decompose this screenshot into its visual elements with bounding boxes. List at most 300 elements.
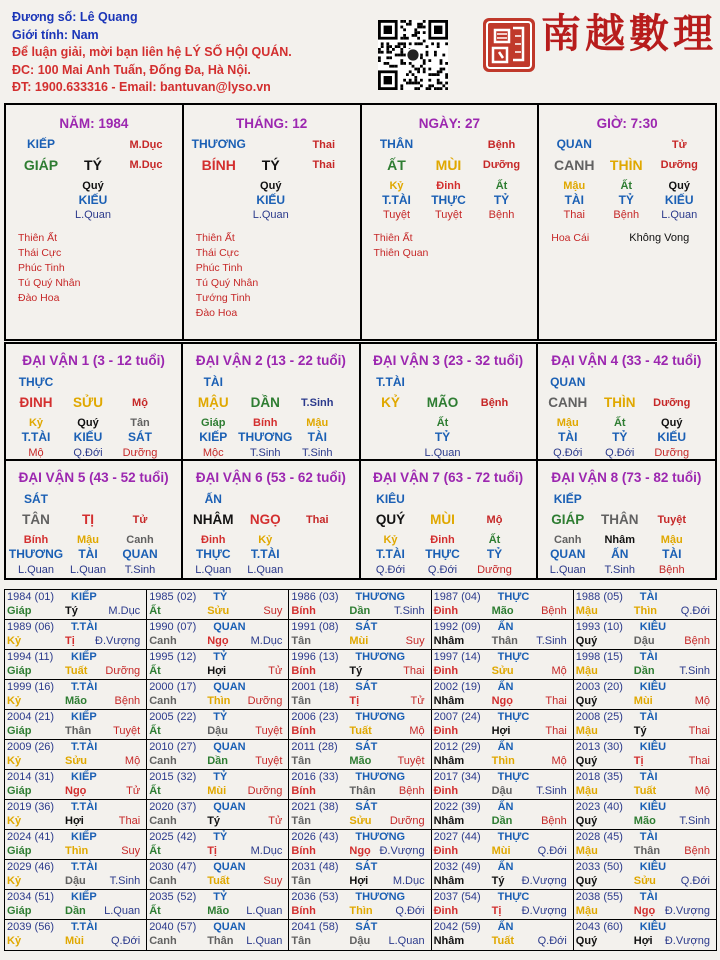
year-ten-god: THƯƠNG bbox=[355, 771, 406, 783]
hidden-stem: Đinh bbox=[436, 180, 461, 192]
hidden-state: Dưỡng bbox=[477, 564, 512, 576]
year-label: 2029 (46) bbox=[7, 861, 55, 873]
year-stem: Quý bbox=[575, 755, 598, 767]
year-branch: Sửu bbox=[207, 605, 230, 617]
qr-code-icon[interactable] bbox=[378, 20, 448, 90]
year-label: 2013 (30) bbox=[575, 741, 623, 753]
year-label: 2032 (49) bbox=[433, 861, 481, 873]
year-ten-god: THƯƠNG bbox=[355, 891, 406, 903]
year-branch: Hợi bbox=[349, 875, 369, 887]
year-stem: Bính bbox=[291, 785, 316, 797]
year-branch: Thìn bbox=[65, 845, 89, 857]
year-label: 2011 (28) bbox=[291, 741, 338, 753]
four-pillars-panel bbox=[4, 103, 717, 341]
hidden-ten-god: TÀI bbox=[662, 547, 682, 561]
year-ten-god: QUAN bbox=[213, 921, 246, 933]
year-stem: Nhâm bbox=[433, 695, 465, 707]
year-cell bbox=[289, 890, 431, 920]
year-cell bbox=[432, 800, 574, 830]
year-ten-god: ẤN bbox=[497, 681, 514, 693]
year-label: 2014 (31) bbox=[7, 771, 55, 783]
star-item: Tướng Tinh bbox=[195, 292, 251, 304]
hidden-stem: Kỷ bbox=[383, 534, 398, 546]
year-ten-god: THỰC bbox=[497, 771, 530, 783]
year-ten-god: TỶ bbox=[213, 831, 228, 843]
year-cell bbox=[574, 920, 716, 950]
heavenly-stem: CANH bbox=[554, 157, 595, 173]
year-branch: Dậu bbox=[491, 785, 513, 797]
year-ten-god: KIÊU bbox=[639, 801, 667, 813]
hidden-ten-god: KIẾU bbox=[78, 193, 108, 207]
year-branch: Mùi bbox=[491, 845, 511, 857]
year-ten-god: KIẾP bbox=[71, 651, 97, 663]
earthly-branch: THÂN bbox=[601, 512, 639, 527]
year-ten-god: KIẾP bbox=[71, 711, 97, 723]
year-ten-god: SÁT bbox=[355, 921, 378, 933]
heavenly-stem: BÍNH bbox=[201, 157, 236, 173]
hidden-state: Q.Đới bbox=[553, 447, 583, 459]
year-stem: Tân bbox=[291, 695, 311, 707]
year-stem: Bính bbox=[291, 725, 316, 737]
year-cell bbox=[147, 830, 289, 860]
year-cell bbox=[574, 740, 716, 770]
year-label: 2037 (54) bbox=[433, 891, 481, 903]
year-stem: Kỷ bbox=[7, 875, 22, 887]
dai-van-title: ĐẠI VẬN 7 (63 - 72 tuổi) bbox=[373, 470, 524, 485]
year-cell bbox=[5, 830, 147, 860]
year-branch: Tý bbox=[65, 605, 78, 617]
hidden-state: L.Quan bbox=[74, 209, 112, 221]
hidden-state: T.Sinh bbox=[301, 447, 333, 459]
ten-god-label: KIÊU bbox=[376, 492, 405, 506]
year-stem: Mậu bbox=[575, 905, 598, 917]
year-label: 2042 (59) bbox=[433, 921, 481, 933]
hidden-state: Mộc bbox=[202, 447, 224, 459]
hidden-state: L.Quan bbox=[549, 564, 586, 576]
year-state: M.Dục bbox=[392, 875, 425, 887]
year-ten-god: TỶ bbox=[213, 651, 228, 663]
earthly-branch: DẦN bbox=[250, 395, 280, 410]
year-state: Mộ bbox=[551, 755, 567, 767]
year-label: 2009 (26) bbox=[7, 741, 55, 753]
hidden-state: L.Quan bbox=[252, 209, 289, 221]
year-state: M.Dục bbox=[108, 605, 141, 617]
dai-van-title: ĐẠI VẬN 1 (3 - 12 tuổi) bbox=[22, 353, 165, 368]
year-state: Đ.Vượng bbox=[379, 845, 425, 857]
year-branch: Thìn bbox=[349, 905, 373, 917]
year-stem: Nhâm bbox=[433, 935, 465, 947]
year-ten-god: TÀI bbox=[639, 771, 658, 783]
year-state: Mộ bbox=[409, 725, 425, 737]
year-stem: Tân bbox=[291, 755, 311, 767]
year-ten-god: THỰC bbox=[497, 591, 530, 603]
star-item: Phúc Tinh bbox=[195, 262, 243, 274]
year-cell bbox=[147, 890, 289, 920]
branch-state: Mộ bbox=[486, 514, 503, 526]
branch-state: Dưỡng bbox=[482, 159, 521, 171]
year-ten-god: SÁT bbox=[355, 861, 378, 873]
hidden-ten-god: QUAN bbox=[122, 547, 158, 561]
star-extra: Không Vong bbox=[629, 232, 690, 244]
year-cell bbox=[289, 620, 431, 650]
year-branch: Thìn bbox=[633, 605, 658, 617]
hidden-ten-god: THƯƠNG bbox=[8, 547, 64, 561]
year-stem: Bính bbox=[291, 845, 316, 857]
hidden-ten-god: ẤN bbox=[611, 547, 629, 561]
year-state: Dưỡng bbox=[247, 785, 283, 797]
year-branch: Tý bbox=[207, 815, 221, 827]
year-cell bbox=[5, 590, 147, 620]
year-state: Mộ bbox=[694, 785, 710, 797]
year-stem: Nhâm bbox=[433, 635, 465, 647]
year-label: 1995 (12) bbox=[149, 651, 197, 663]
year-branch: Sửu bbox=[349, 815, 372, 827]
year-state: Đ.Vượng bbox=[95, 635, 141, 647]
year-branch: Mùi bbox=[349, 635, 369, 647]
year-ten-god: TỶ bbox=[213, 771, 228, 783]
year-label: 1984 (01) bbox=[7, 591, 55, 603]
year-ten-god: THƯƠNG bbox=[355, 651, 406, 663]
star-item: Thiên Ất bbox=[18, 232, 58, 244]
earthly-branch: MÙI bbox=[435, 157, 462, 173]
hidden-ten-god: THỰC bbox=[425, 547, 460, 561]
hidden-ten-god: KIẾU bbox=[657, 430, 687, 444]
year-label: 2039 (56) bbox=[7, 921, 55, 933]
hidden-state: Dưỡng bbox=[122, 447, 158, 459]
year-cell bbox=[289, 800, 431, 830]
branch-state: M.Dục bbox=[129, 159, 163, 171]
dai-van-title: ĐẠI VẬN 6 (53 - 62 tuổi) bbox=[195, 470, 346, 485]
year-cell bbox=[5, 890, 147, 920]
year-ten-god: THƯƠNG bbox=[355, 831, 406, 843]
year-branch: Ngọ bbox=[65, 785, 87, 797]
hidden-state: T.Sinh bbox=[604, 564, 636, 576]
year-cell bbox=[147, 920, 289, 950]
hidden-state: Q.Đới bbox=[427, 564, 458, 576]
hidden-state: L.Quan bbox=[424, 447, 461, 459]
hidden-stem: Nhâm bbox=[604, 534, 636, 546]
year-stem: Quý bbox=[575, 695, 598, 707]
year-ten-god: SÁT bbox=[355, 801, 378, 813]
year-stem: Đinh bbox=[433, 905, 459, 917]
heavenly-stem: GIÁP bbox=[551, 512, 585, 527]
year-label: 2007 (24) bbox=[433, 711, 481, 723]
year-branch: Ngọ bbox=[491, 695, 513, 707]
star-item: Hoa Cái bbox=[551, 232, 590, 244]
year-state: T.Sinh bbox=[536, 635, 567, 647]
year-stem: Nhâm bbox=[433, 875, 465, 887]
year-state: Q.Đới bbox=[537, 845, 567, 857]
year-branch: Tuất bbox=[349, 725, 372, 737]
year-label: 2030 (47) bbox=[149, 861, 197, 873]
year-state: Bệnh bbox=[398, 785, 425, 797]
year-label: 2024 (41) bbox=[7, 831, 55, 843]
hidden-stem: Kỷ bbox=[389, 180, 404, 192]
heavenly-stem: MẬU bbox=[197, 395, 229, 410]
year-state: L.Quan bbox=[246, 935, 283, 947]
year-cell bbox=[289, 590, 431, 620]
hidden-state: T.Sinh bbox=[249, 447, 281, 459]
hidden-stem: Quý bbox=[82, 180, 104, 192]
star-item: Thái Cực bbox=[195, 247, 239, 259]
hidden-stem: Quý bbox=[661, 417, 683, 429]
year-state: M.Dục bbox=[250, 635, 283, 647]
star-item: Đào Hoa bbox=[195, 307, 238, 319]
star-item: Phúc Tinh bbox=[18, 262, 65, 274]
branch-state: Tử bbox=[132, 514, 148, 526]
year-label: 2019 (36) bbox=[7, 801, 55, 813]
year-state: Suy bbox=[121, 845, 141, 857]
year-state: Bệnh bbox=[541, 605, 567, 617]
year-cell bbox=[432, 830, 574, 860]
year-branch: Hợi bbox=[491, 725, 511, 737]
heavenly-stem: TÂN bbox=[22, 512, 50, 527]
year-stem: Đinh bbox=[433, 665, 459, 677]
hidden-state: L.Quan bbox=[69, 564, 107, 576]
year-cell bbox=[574, 830, 716, 860]
year-stem: Canh bbox=[149, 635, 177, 647]
year-branch: Tý bbox=[633, 725, 647, 737]
year-ten-god: TỶ bbox=[213, 591, 228, 603]
year-stem: Canh bbox=[149, 935, 177, 947]
year-state: Đ.Vượng bbox=[521, 905, 567, 917]
year-branch: Tị bbox=[207, 845, 217, 857]
year-stem: Mậu bbox=[575, 785, 598, 797]
hidden-state: L.Quan bbox=[17, 564, 55, 576]
year-ten-god: THỰC bbox=[497, 651, 530, 663]
hidden-stem: Mậu bbox=[556, 417, 579, 429]
hidden-state: Dưỡng bbox=[654, 447, 690, 459]
year-ten-god: TÀI bbox=[639, 891, 658, 903]
year-state: Tuyệt bbox=[397, 755, 425, 767]
dai-van-panel bbox=[4, 342, 717, 580]
year-ten-god: ẤN bbox=[497, 621, 514, 633]
year-label: 2005 (22) bbox=[149, 711, 197, 723]
year-cell bbox=[147, 620, 289, 650]
hidden-stem: Mậu bbox=[563, 180, 586, 192]
year-label: 2006 (23) bbox=[291, 711, 339, 723]
earthly-branch: MÃO bbox=[426, 395, 459, 410]
ten-god-label: T.TÀI bbox=[376, 375, 405, 389]
header-line: ĐC: 100 Mai Anh Tuấn, Đống Đa, Hà Nội. bbox=[12, 62, 251, 77]
hidden-stem: Quý bbox=[77, 417, 99, 429]
branch-state: Dưỡng bbox=[653, 397, 691, 409]
year-stem: Quý bbox=[575, 875, 598, 887]
hidden-ten-god: QUAN bbox=[550, 547, 586, 561]
hidden-stem: Đinh bbox=[430, 534, 455, 546]
hidden-stem: Kỷ bbox=[28, 417, 44, 429]
dai-van-title: ĐẠI VẬN 4 (33 - 42 tuổi) bbox=[551, 353, 702, 368]
year-state: Suy bbox=[263, 605, 283, 617]
hidden-stem: Ất bbox=[613, 417, 626, 429]
year-stem: Giáp bbox=[7, 665, 32, 677]
year-branch: Dậu bbox=[207, 725, 228, 737]
year-branch: Mùi bbox=[633, 695, 653, 707]
year-cell bbox=[289, 920, 431, 950]
year-stem: Đinh bbox=[433, 845, 459, 857]
year-ten-god: QUAN bbox=[213, 861, 246, 873]
year-label: 1991 (08) bbox=[291, 621, 339, 633]
year-state: Tuyệt bbox=[113, 725, 141, 737]
luu-nien-table bbox=[4, 589, 717, 951]
hidden-ten-god: T.TÀI bbox=[382, 193, 411, 207]
year-state: Mộ bbox=[551, 665, 567, 677]
year-ten-god: T.TÀI bbox=[71, 921, 98, 933]
year-ten-god: THỰC bbox=[497, 891, 530, 903]
year-state: Bệnh bbox=[684, 845, 710, 857]
heavenly-stem: KỶ bbox=[381, 395, 400, 410]
year-cell bbox=[574, 590, 716, 620]
year-label: 2010 (27) bbox=[149, 741, 197, 753]
year-ten-god: T.TÀI bbox=[71, 801, 98, 813]
year-state: Thai bbox=[545, 695, 567, 707]
dai-van-7 bbox=[361, 461, 538, 578]
hidden-state: Bệnh bbox=[613, 209, 640, 221]
hidden-stem: Canh bbox=[126, 534, 154, 546]
year-stem: Tân bbox=[291, 635, 311, 647]
year-ten-god: TÀI bbox=[639, 711, 658, 723]
header-line: ĐT: 1900.633316 - Email: bantuvan@lyso.vn bbox=[12, 80, 271, 94]
year-ten-god: SÁT bbox=[355, 621, 378, 633]
year-label: 2026 (43) bbox=[291, 831, 339, 843]
year-state: Thai bbox=[688, 755, 710, 767]
year-label: 1986 (03) bbox=[291, 591, 339, 603]
year-cell bbox=[5, 680, 147, 710]
year-state: Suy bbox=[263, 875, 283, 887]
year-state: Thai bbox=[545, 725, 567, 737]
hidden-ten-god: TÀI bbox=[78, 547, 98, 561]
hidden-state: Mộ bbox=[28, 447, 44, 459]
dai-van-title: ĐẠI VẬN 8 (73 - 82 tuổi) bbox=[551, 470, 702, 485]
year-ten-god: SÁT bbox=[355, 681, 378, 693]
year-cell bbox=[5, 920, 147, 950]
year-ten-god: KIẾP bbox=[71, 891, 97, 903]
year-stem: Bính bbox=[291, 665, 316, 677]
year-state: Tử bbox=[126, 785, 141, 797]
year-cell bbox=[574, 890, 716, 920]
year-branch: Dần bbox=[491, 815, 513, 827]
year-branch: Hợi bbox=[207, 665, 227, 677]
ten-god-label: KIẾP bbox=[553, 492, 582, 506]
heavenly-stem: NHÂM bbox=[193, 512, 234, 527]
hidden-stem: Ất bbox=[620, 180, 633, 192]
hidden-ten-god: T.TÀI bbox=[21, 430, 51, 444]
earthly-branch: NGỌ bbox=[249, 512, 281, 527]
year-branch: Mão bbox=[349, 755, 372, 767]
year-ten-god: T.TÀI bbox=[71, 621, 98, 633]
year-stem: Đinh bbox=[433, 605, 459, 617]
year-state: Thai bbox=[688, 725, 710, 737]
hidden-state: L.Quan bbox=[661, 209, 698, 221]
year-cell bbox=[147, 860, 289, 890]
year-cell bbox=[5, 800, 147, 830]
pillar-title: GIỜ: 7:30 bbox=[596, 116, 658, 131]
year-branch: Thân bbox=[207, 935, 234, 947]
year-branch: Hợi bbox=[633, 935, 653, 947]
year-state: Bệnh bbox=[684, 635, 710, 647]
year-state: Q.Đới bbox=[110, 935, 141, 947]
year-stem: Quý bbox=[575, 635, 598, 647]
year-cell bbox=[432, 740, 574, 770]
hidden-ten-god: KIẾU bbox=[664, 193, 694, 207]
year-branch: Sửu bbox=[491, 665, 514, 677]
earthly-branch: TÝ bbox=[84, 157, 102, 173]
year-label: 1987 (04) bbox=[433, 591, 481, 603]
year-label: 2041 (58) bbox=[291, 921, 339, 933]
year-stem: Canh bbox=[149, 695, 177, 707]
year-branch: Hợi bbox=[65, 815, 84, 827]
pillar-title: NĂM: 1984 bbox=[59, 116, 129, 131]
hidden-ten-god: TÀI bbox=[564, 193, 584, 207]
year-branch: Dần bbox=[633, 665, 655, 677]
year-state: Tuyệt bbox=[255, 755, 283, 767]
year-ten-god: T.TÀI bbox=[71, 741, 98, 753]
year-label: 2003 (20) bbox=[575, 681, 623, 693]
year-ten-god: KIẾP bbox=[71, 831, 97, 843]
hidden-ten-god: SÁT bbox=[128, 430, 152, 444]
year-label: 2017 (34) bbox=[433, 771, 481, 783]
year-branch: Ngọ bbox=[349, 845, 371, 857]
hidden-ten-god: KIẾU bbox=[73, 430, 103, 444]
year-cell bbox=[574, 680, 716, 710]
year-branch: Thìn bbox=[491, 755, 515, 767]
year-label: 2022 (39) bbox=[433, 801, 481, 813]
year-cell bbox=[5, 740, 147, 770]
year-state: Mộ bbox=[124, 755, 141, 767]
branch-state: Tuyệt bbox=[657, 514, 687, 526]
year-label: 2043 (60) bbox=[575, 921, 623, 933]
year-state: Tử bbox=[410, 695, 425, 707]
year-cell bbox=[289, 830, 431, 860]
year-ten-god: ẤN bbox=[497, 921, 514, 933]
header-line: Để luận giải, mời bạn liên hệ LÝ SỐ HỘI QUÁN. bbox=[12, 45, 292, 59]
ten-god-label: THƯƠNG bbox=[191, 137, 246, 151]
ten-god-label: THỰC bbox=[18, 375, 54, 389]
year-ten-god: T.TÀI bbox=[71, 861, 98, 873]
dai-van-4 bbox=[538, 344, 715, 461]
year-label: 1990 (07) bbox=[149, 621, 197, 633]
hidden-stem: Quý bbox=[260, 180, 282, 192]
year-label: 2015 (32) bbox=[149, 771, 197, 783]
year-state: Bệnh bbox=[541, 815, 567, 827]
hidden-stem: Mậu bbox=[660, 534, 683, 546]
pillar-state: Thai bbox=[312, 139, 336, 151]
year-cell bbox=[432, 890, 574, 920]
year-cell bbox=[147, 650, 289, 680]
year-state: T.Sinh bbox=[679, 665, 710, 677]
year-state: Tuyệt bbox=[255, 725, 283, 737]
year-cell bbox=[432, 920, 574, 950]
dai-van-5 bbox=[6, 461, 183, 578]
hidden-stem: Quý bbox=[668, 180, 690, 192]
hidden-state: L.Quan bbox=[195, 564, 232, 576]
branch-state: Thai bbox=[305, 514, 329, 526]
year-branch: Dần bbox=[207, 755, 228, 767]
star-item: Thiên Ất bbox=[195, 232, 235, 244]
year-branch: Tị bbox=[65, 635, 75, 647]
year-label: 2016 (33) bbox=[291, 771, 339, 783]
year-state: T.Sinh bbox=[679, 815, 710, 827]
year-stem: Giáp bbox=[7, 905, 32, 917]
year-stem: Canh bbox=[149, 875, 177, 887]
year-stem: Tân bbox=[291, 815, 311, 827]
year-label: 2025 (42) bbox=[149, 831, 197, 843]
hidden-ten-god: TỶ bbox=[612, 430, 628, 444]
year-ten-god: KIÊU bbox=[639, 741, 667, 753]
year-stem: Mậu bbox=[575, 605, 598, 617]
year-ten-god: ẤN bbox=[497, 801, 514, 813]
year-state: L.Quan bbox=[246, 905, 283, 917]
